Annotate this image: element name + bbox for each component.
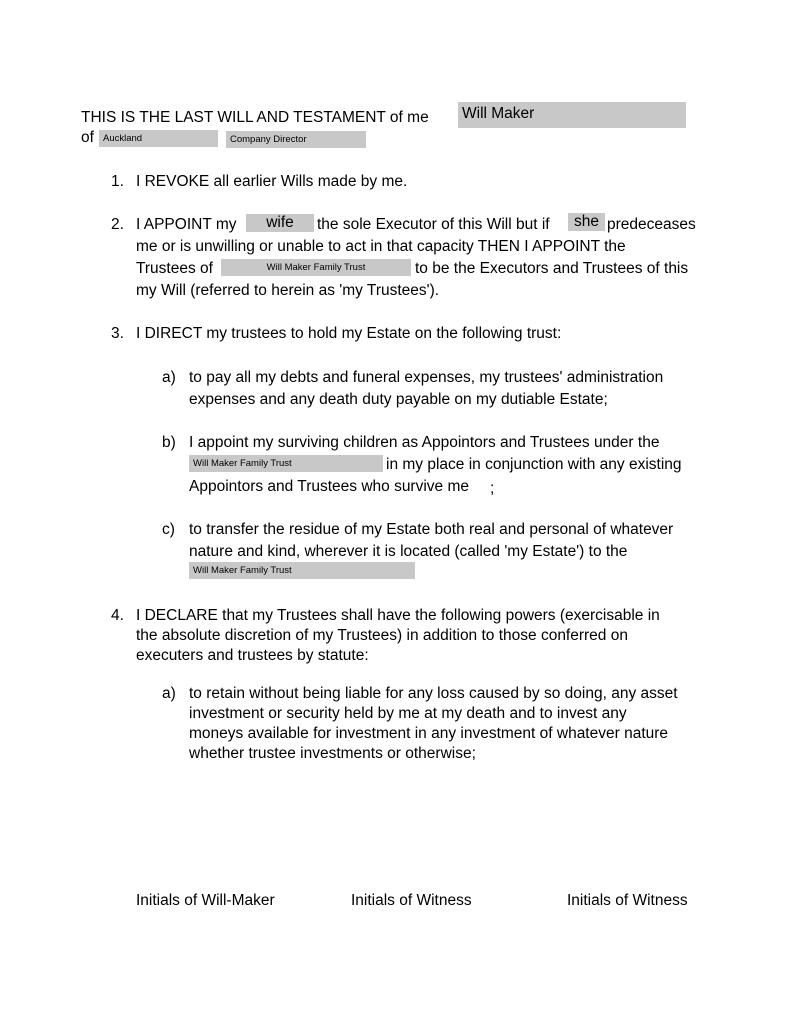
clause-4-text: I DECLARE that my Trustees shall have the following powers (exercisable in xyxy=(136,607,660,624)
clause-number: 2. xyxy=(111,216,124,233)
clause-3a-text: to pay all my debts and funeral expenses, my trustees' administration xyxy=(189,369,664,386)
clause-3c-text: to transfer the residue of my Estate both real and personal of whatever xyxy=(189,521,674,538)
clause-2-text: me or is unwilling or unable to act in that capacity THEN I APPOINT the xyxy=(136,238,626,255)
clause-number: 1. xyxy=(111,173,124,190)
clause-2-text: my Will (referred to herein as 'my Trustees'). xyxy=(136,282,440,299)
clause-2-text: the sole Executor of this Will but if xyxy=(317,216,550,233)
clause-4-text: executers and trustees by statute: xyxy=(136,647,369,664)
initials-witness-label: Initials of Witness xyxy=(351,892,472,909)
clause-2-text: predeceases xyxy=(607,216,696,233)
subclause-label: b) xyxy=(162,434,176,451)
subclause-label: a) xyxy=(162,685,176,702)
clause-4-text: the absolute discretion of my Trustees) in addition to those conferred on xyxy=(136,627,628,644)
relation-field[interactable]: wife xyxy=(246,214,314,232)
initials-will-maker-label: Initials of Will-Maker xyxy=(136,892,275,909)
clause-4a-text: moneys available for investment in any investment of whatever nature xyxy=(189,725,669,742)
clause-1-text: I REVOKE all earlier Wills made by me. xyxy=(136,173,408,190)
pronoun-field[interactable]: she xyxy=(568,213,605,231)
will-maker-name-field[interactable]: Will Maker xyxy=(458,102,686,128)
clause-3a-text: expenses and any death duty payable on my dutiable Estate; xyxy=(189,391,608,408)
clause-number: 4. xyxy=(111,607,124,624)
trust-name-field[interactable]: Will Maker Family Trust xyxy=(189,455,383,472)
trust-name-field[interactable]: Will Maker Family Trust xyxy=(189,562,415,579)
clause-3-text: I DIRECT my trustees to hold my Estate on the following trust: xyxy=(136,325,562,342)
subclause-label: a) xyxy=(162,369,176,386)
trust-name-field[interactable]: Will Maker Family Trust xyxy=(221,259,411,276)
initials-witness-label: Initials of Witness xyxy=(567,892,688,909)
will-heading: THIS IS THE LAST WILL AND TESTAMENT of me xyxy=(81,109,429,126)
clause-3b-text: ; xyxy=(490,480,495,497)
clause-2-text: Trustees of xyxy=(136,260,213,277)
of-label: of xyxy=(81,129,94,146)
clause-number: 3. xyxy=(111,325,124,342)
clause-3b-text: Appointors and Trustees who survive me xyxy=(189,478,469,495)
clause-4a-text: to retain without being liable for any loss caused by so doing, any asset xyxy=(189,685,678,702)
subclause-label: c) xyxy=(162,521,175,538)
clause-4a-text: investment or security held by me at my death and to invest any xyxy=(189,705,627,722)
clause-3c-text: nature and kind, wherever it is located (called 'my Estate') to the xyxy=(189,543,628,560)
clause-2-text: I APPOINT my xyxy=(136,216,237,233)
clause-3b-text: I appoint my surviving children as Appointors and Trustees under the xyxy=(189,434,660,451)
clause-2-text: to be the Executors and Trustees of this xyxy=(415,260,689,277)
clause-4a-text: whether trustee investments or otherwise; xyxy=(189,745,476,762)
occupation-field[interactable]: Company Director xyxy=(226,131,366,148)
location-field[interactable]: Auckland xyxy=(99,130,218,147)
clause-3b-text: in my place in conjunction with any existing xyxy=(386,456,682,473)
